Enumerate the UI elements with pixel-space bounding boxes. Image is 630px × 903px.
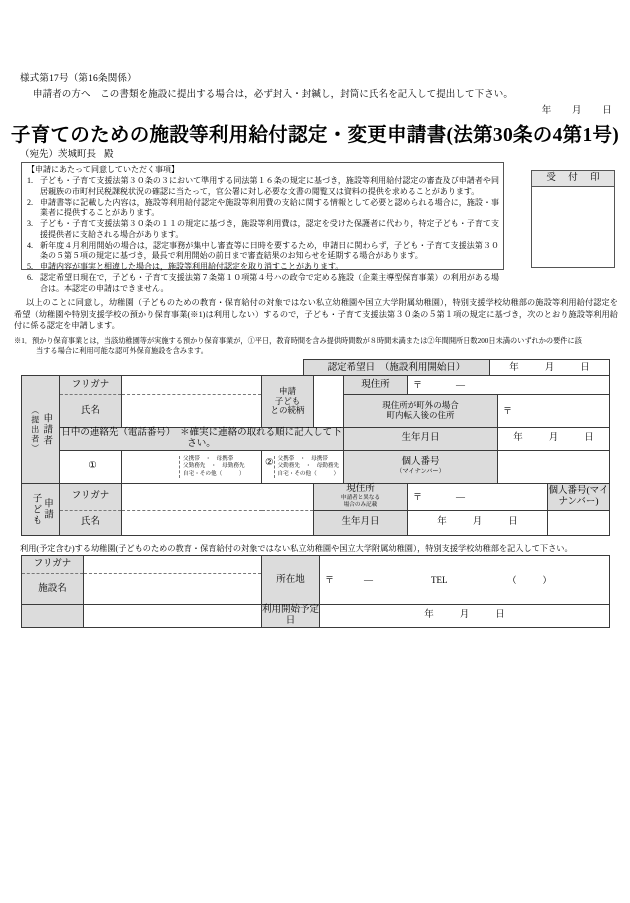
applicant-outside-address-input[interactable]	[498, 395, 610, 428]
child-birth-day-label: 日	[508, 517, 518, 528]
applicant-birth-input[interactable]	[498, 428, 610, 451]
facility-location-input[interactable]	[320, 556, 610, 605]
postal-dash: —	[456, 379, 466, 390]
consent-item	[27, 176, 499, 197]
contact-option-home: 自宅・その他（ ）	[277, 470, 340, 477]
receipt-stamp-box	[531, 170, 615, 268]
consent-item-text: 認定希望日現在で，子ども・子育て支援法第７条第１０項第４号ハの政令で定める施設（企業主導型保育事業）の利用がある場合は。本認定の申請はできません。	[40, 273, 499, 294]
applicant-label-sub: （提出者）	[30, 405, 40, 454]
table-row	[22, 556, 610, 574]
table-row	[22, 428, 610, 451]
child-birth-input[interactable]	[408, 510, 548, 535]
birth-day-label: 日	[584, 433, 594, 444]
receipt-stamp-label: 受 付 印	[532, 171, 614, 187]
mynumber-label-line-2: （マイナンバー）	[396, 468, 445, 476]
submission-note: 申請者の方へ この書類を施設に提出する場合は，必ず封入・封緘し，封筒に氏名を記入して提出して下さい。	[33, 90, 514, 100]
child-address-note-2: 場合のみ記載	[343, 502, 378, 509]
consent-item-text: 申請内容が事実と相違した場合は，施設等利用給付認定を取り消すことがあります。	[40, 262, 344, 272]
child-mynumber-input[interactable]	[548, 510, 610, 535]
facility-furigana-label: フリガナ	[22, 556, 84, 574]
applicant-label-main: 申請者	[41, 412, 52, 446]
consent-item-text: 申請書等に記載した内容は，施設等利用給付認定や施設等利用費の支給に関する情報として必要と認められる場合に，施設・事業者に提供することがあります。	[40, 197, 499, 218]
child-birth-label: 生年月日	[314, 510, 408, 535]
facility-start-month-label: 月	[459, 610, 470, 621]
postal-dash: —	[364, 574, 374, 585]
child-label-sub: 子ども	[30, 492, 41, 526]
contact-option-mobile: 父携帯 ・ 母携帯	[277, 455, 328, 462]
consent-item-text: 子ども・子育て支援法第３０条の１１の規定に基づき，施設等利用費は，認定を受けた保護者に代わり，特定子ども・子育て支援提供者に支給される場合があります。	[40, 219, 499, 239]
consent-item-number: 3.	[27, 219, 33, 229]
table-row	[22, 605, 610, 628]
facility-location-label: 所在地	[262, 556, 320, 605]
consent-item-number: 1.	[27, 176, 33, 186]
child-birth-month-label: 月	[472, 517, 483, 528]
applicant-contact-1-input[interactable]	[122, 456, 179, 479]
child-address-label	[314, 483, 408, 510]
outside-address-line-2: 町内転入後の住所	[386, 410, 455, 420]
addressee-name: （宛先）茨城町長	[20, 150, 97, 160]
applicant-birth-label: 生年月日	[344, 428, 498, 451]
consent-item-number: 5.	[27, 262, 33, 272]
relation-line-3: との続柄	[270, 405, 305, 416]
child-name-input[interactable]	[122, 510, 314, 535]
footnote-1	[14, 337, 618, 356]
applicant-address-input[interactable]	[408, 376, 610, 395]
approval-date-label: 認定希望日 （施設利用開始日）	[304, 360, 490, 377]
relation-line-1: 申請	[278, 385, 296, 396]
contact-option-work: 父勤務先 ・ 母勤務先	[183, 463, 245, 470]
table-row	[22, 376, 610, 395]
declaration-text: 以上のことに同意し，幼稚園（子どものための教育・保育給付の対象ではない私立幼稚園や国立大学附属幼稚園），特別支援学校幼稚部の施設等利用給付認定を希望（幼稚園や特別支援学校の預かり保育事業(※1)は利用しない）するので，子ども・子育て支援法第３０条の５第１項の規定に基づき，次のとおり施設等利用給付に係る認定を申請します。	[14, 298, 618, 331]
applicant-furigana-input[interactable]	[122, 376, 262, 395]
postal-dash: —	[456, 491, 466, 502]
consent-item-text: 新年度４月利用開始の場合は，認定事務が集中し審査等に日時を要するため，申請日に関わらず，子ども・子育て支援法第３０条の５第５項の規定に基づき，最長で利用開始の前日まで審査結果のお知らせを延期する場合があります。	[40, 240, 499, 261]
form-number: 様式第17号（第16条関係）	[20, 74, 137, 84]
table-row	[22, 510, 610, 535]
applicant-mynumber-label	[344, 450, 498, 483]
child-vertical-label	[22, 483, 60, 535]
consent-item	[27, 219, 499, 240]
consent-item-number: 6.	[27, 273, 33, 283]
facility-tel-label: TEL	[431, 574, 448, 585]
applicant-mynumber-input[interactable]	[498, 450, 610, 483]
applicant-name-label: 氏名	[60, 395, 122, 428]
child-label-main: 申請	[42, 498, 52, 521]
contact-option-mobile: 父携帯 ・ 母携帯	[183, 455, 234, 462]
applicant-contact-2-number: ②	[265, 457, 274, 468]
applicant-name-input[interactable]	[122, 395, 262, 428]
contact-option-home: 自宅・その他（ ）	[183, 470, 245, 477]
facility-start-date-label: 利用開始予定日	[262, 605, 320, 626]
page-title: 子育てのための施設等利用給付認定・変更申請書(法第30条の4第1号)	[10, 125, 620, 146]
facility-furigana-input[interactable]	[84, 556, 262, 574]
relation-line-2: 子ども	[274, 395, 301, 406]
child-name-label: 氏名	[60, 510, 122, 535]
applicant-relation-input[interactable]	[314, 376, 344, 428]
facility-name-input[interactable]	[84, 574, 262, 605]
approval-day-label: 日	[580, 362, 590, 373]
table-row	[22, 450, 610, 483]
table-row	[22, 483, 610, 510]
applicant-furigana-label: フリガナ	[60, 376, 122, 395]
date-year-label: 年	[541, 106, 552, 116]
approval-month-label: 月	[544, 362, 555, 373]
approval-date-value[interactable]	[490, 360, 610, 377]
applicant-relation-label	[262, 376, 314, 428]
postal-mark-icon: 〒	[503, 405, 513, 416]
child-mynumber-label: 個人番号(マイナンバー)	[548, 483, 610, 510]
facility-tel-paren-open: （	[507, 574, 517, 585]
child-address-input[interactable]	[408, 483, 548, 510]
applicant-contact-1-number: ①	[60, 450, 122, 483]
date-month-label: 月	[572, 106, 582, 116]
document-date-line	[542, 102, 612, 116]
facility-start-year-label: 年	[424, 610, 434, 621]
applicant-contact-2-cell[interactable]	[262, 450, 344, 483]
consent-item-number: 2.	[27, 197, 33, 207]
applicant-child-table	[21, 375, 610, 536]
facility-table	[21, 555, 610, 628]
consent-item	[27, 273, 499, 294]
child-furigana-label: フリガナ	[60, 483, 122, 510]
consent-item	[27, 262, 499, 273]
applicant-outside-address-label	[344, 395, 498, 428]
facility-name-input-spacer[interactable]	[84, 605, 262, 628]
consent-item	[27, 241, 499, 262]
child-address-note-1: 申請者と異なる	[340, 494, 381, 501]
date-day-label: 日	[602, 106, 612, 116]
postal-mark-icon: 〒	[413, 379, 423, 390]
mynumber-label-line-1: 個人番号	[401, 457, 440, 468]
declaration-paragraph	[14, 297, 618, 332]
applicant-contact-header: 日中の連絡先（電話番号） ＊確実に連絡の取れる順に記入して下さい。	[61, 428, 342, 449]
addressee	[20, 146, 114, 160]
facility-start-date-input[interactable]	[320, 605, 610, 628]
consent-item	[27, 198, 499, 219]
child-birth-year-label: 年	[437, 517, 447, 528]
child-furigana-input[interactable]	[122, 483, 314, 510]
addressee-honorific: 殿	[104, 150, 114, 160]
facility-name-label: 施設名	[22, 574, 84, 605]
child-address-label-text: 現住所	[346, 483, 375, 494]
approval-year-label: 年	[509, 362, 519, 373]
applicant-contact-1-cell[interactable]	[122, 450, 262, 483]
outside-address-line-1: 現住所が町外の場合	[382, 400, 459, 411]
facility-start-day-label: 日	[495, 610, 505, 621]
facility-tel-paren-close: ）	[542, 574, 552, 585]
consent-title: 【申請にあたって同意していただく事項】	[27, 165, 179, 174]
postal-mark-icon: 〒	[325, 574, 335, 585]
birth-year-label: 年	[513, 433, 523, 444]
consent-item-text: 子ども・子育て支援法第３０条の３において準用する同法第１６条の規定に基づき，施設等利用給付認定の審査及び申請者や同居親族の市町村民税課税状況の確認に当たって，官公署に対し必要な文書の閲覧又は資料の提供を求めることがあります。	[40, 176, 499, 196]
postal-mark-icon: 〒	[413, 491, 423, 502]
footnote-1-line1: ※1．預かり保育事業とは，当該幼稚園等が実施する預かり保育事業が，①平日，教育時間を含み提供時間数が８時間未満または②年間開所日数200日未満のいずれかの要件に該	[14, 337, 582, 345]
applicant-vertical-label	[22, 376, 60, 484]
contact-option-work: 父勤務先 ・ 母勤務先	[277, 463, 340, 470]
applicant-contact-1-options[interactable]	[179, 456, 261, 479]
applicant-contact-2-options[interactable]	[274, 456, 343, 479]
consent-item-number: 4.	[27, 240, 33, 250]
birth-month-label: 月	[548, 433, 559, 444]
footnote-1-line2: 当する場合に利用可能な認可外保育施設を含みます。	[36, 346, 208, 355]
applicant-contact-2-input[interactable]	[262, 456, 274, 469]
table-row	[304, 360, 610, 377]
facility-name-label-spacer	[22, 605, 84, 628]
consent-box	[21, 162, 504, 294]
consent-list	[27, 176, 499, 295]
facility-caption: 利用(予定含む)する幼稚園(子どものための教育・保育給付の対象ではない私立幼稚園や国立大学附属幼稚園），特別支援学校幼稚部を記入して下さい。	[20, 544, 573, 553]
applicant-address-label: 現住所	[344, 376, 408, 395]
